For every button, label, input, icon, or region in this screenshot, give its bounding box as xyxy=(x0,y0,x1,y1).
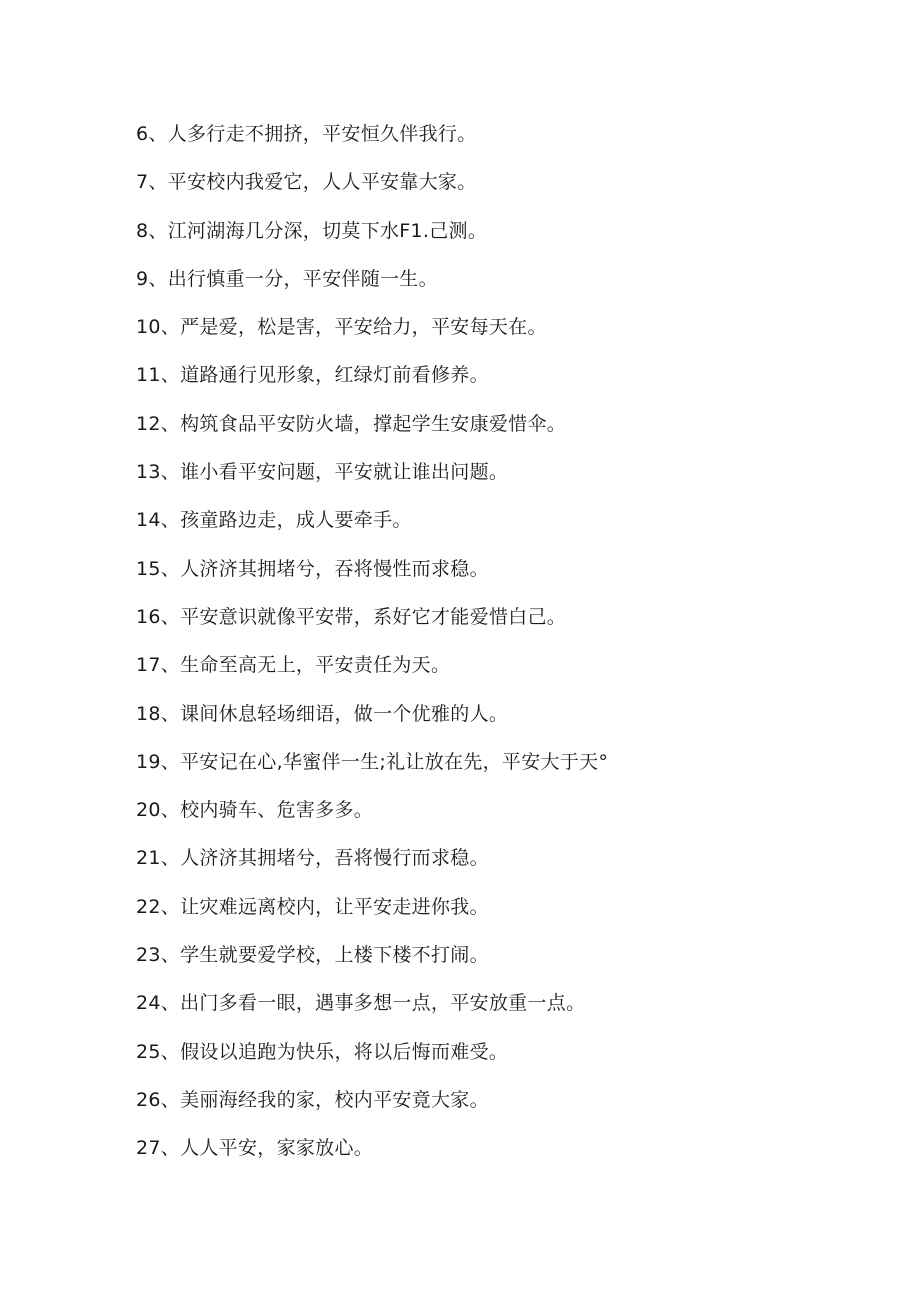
list-item: 6、人多行走不拥挤，平安恒久伴我行。 xyxy=(136,123,477,145)
list-item: 8、江河湖海几分深，切莫下水F1.己测。 xyxy=(136,219,488,242)
list-item: 7、平安校内我爱它，人人平安靠大家。 xyxy=(136,171,477,194)
list-item: 20、校内骑车、危害多多。 xyxy=(136,799,374,822)
list-item: 10、严是爱，松是害，平安给力，平安每天在。 xyxy=(136,316,547,339)
list-item: 25、假设以追跑为快乐，将以后悔而难受。 xyxy=(136,1040,509,1063)
list-item: 9、出行慎重一分，平安伴随一生。 xyxy=(136,267,438,290)
list-item: 15、人济济其拥堵兮，吞将慢性而求稳。 xyxy=(136,557,489,580)
slogan-list xyxy=(136,116,608,1179)
list-item: 13、谁小看平安问题，平安就让谁出问题。 xyxy=(136,461,509,484)
list-item: 12、构筑食品平安防火墙，撑起学生安康爱惜伞。 xyxy=(136,412,567,435)
list-item: 21、人济济其拥堵兮，吾将慢行而求稳。 xyxy=(136,847,489,870)
list-item: 23、学生就要爱学校，上楼下楼不打闹。 xyxy=(136,944,489,967)
list-item: 22、让灾难远离校内，让平安走进你我。 xyxy=(136,895,489,918)
list-item: 27、人人平安，家家放心。 xyxy=(136,1137,374,1160)
list-item: 24、出门多看一眼，遇事多想一点，平安放重一点。 xyxy=(136,992,586,1015)
list-item: 11、道路通行见形象，红绿灯前看修养。 xyxy=(136,364,489,387)
list-item: 17、生命至高无上，平安责任为天。 xyxy=(136,654,451,677)
list-item: 14、孩童路边走，成人要牵手。 xyxy=(136,509,412,532)
list-item: 16、平安意识就像平安带，系好它才能爱惜白己。 xyxy=(136,605,567,628)
list-item: 19、平安记在心,华蜜伴一生;礼让放在先，平安大于天° xyxy=(136,750,609,773)
list-item: 18、课间休息轻场细语，做一个优雅的人。 xyxy=(136,702,509,725)
list-item: 26、美丽海经我的家，校内平安竟大家。 xyxy=(136,1088,489,1111)
